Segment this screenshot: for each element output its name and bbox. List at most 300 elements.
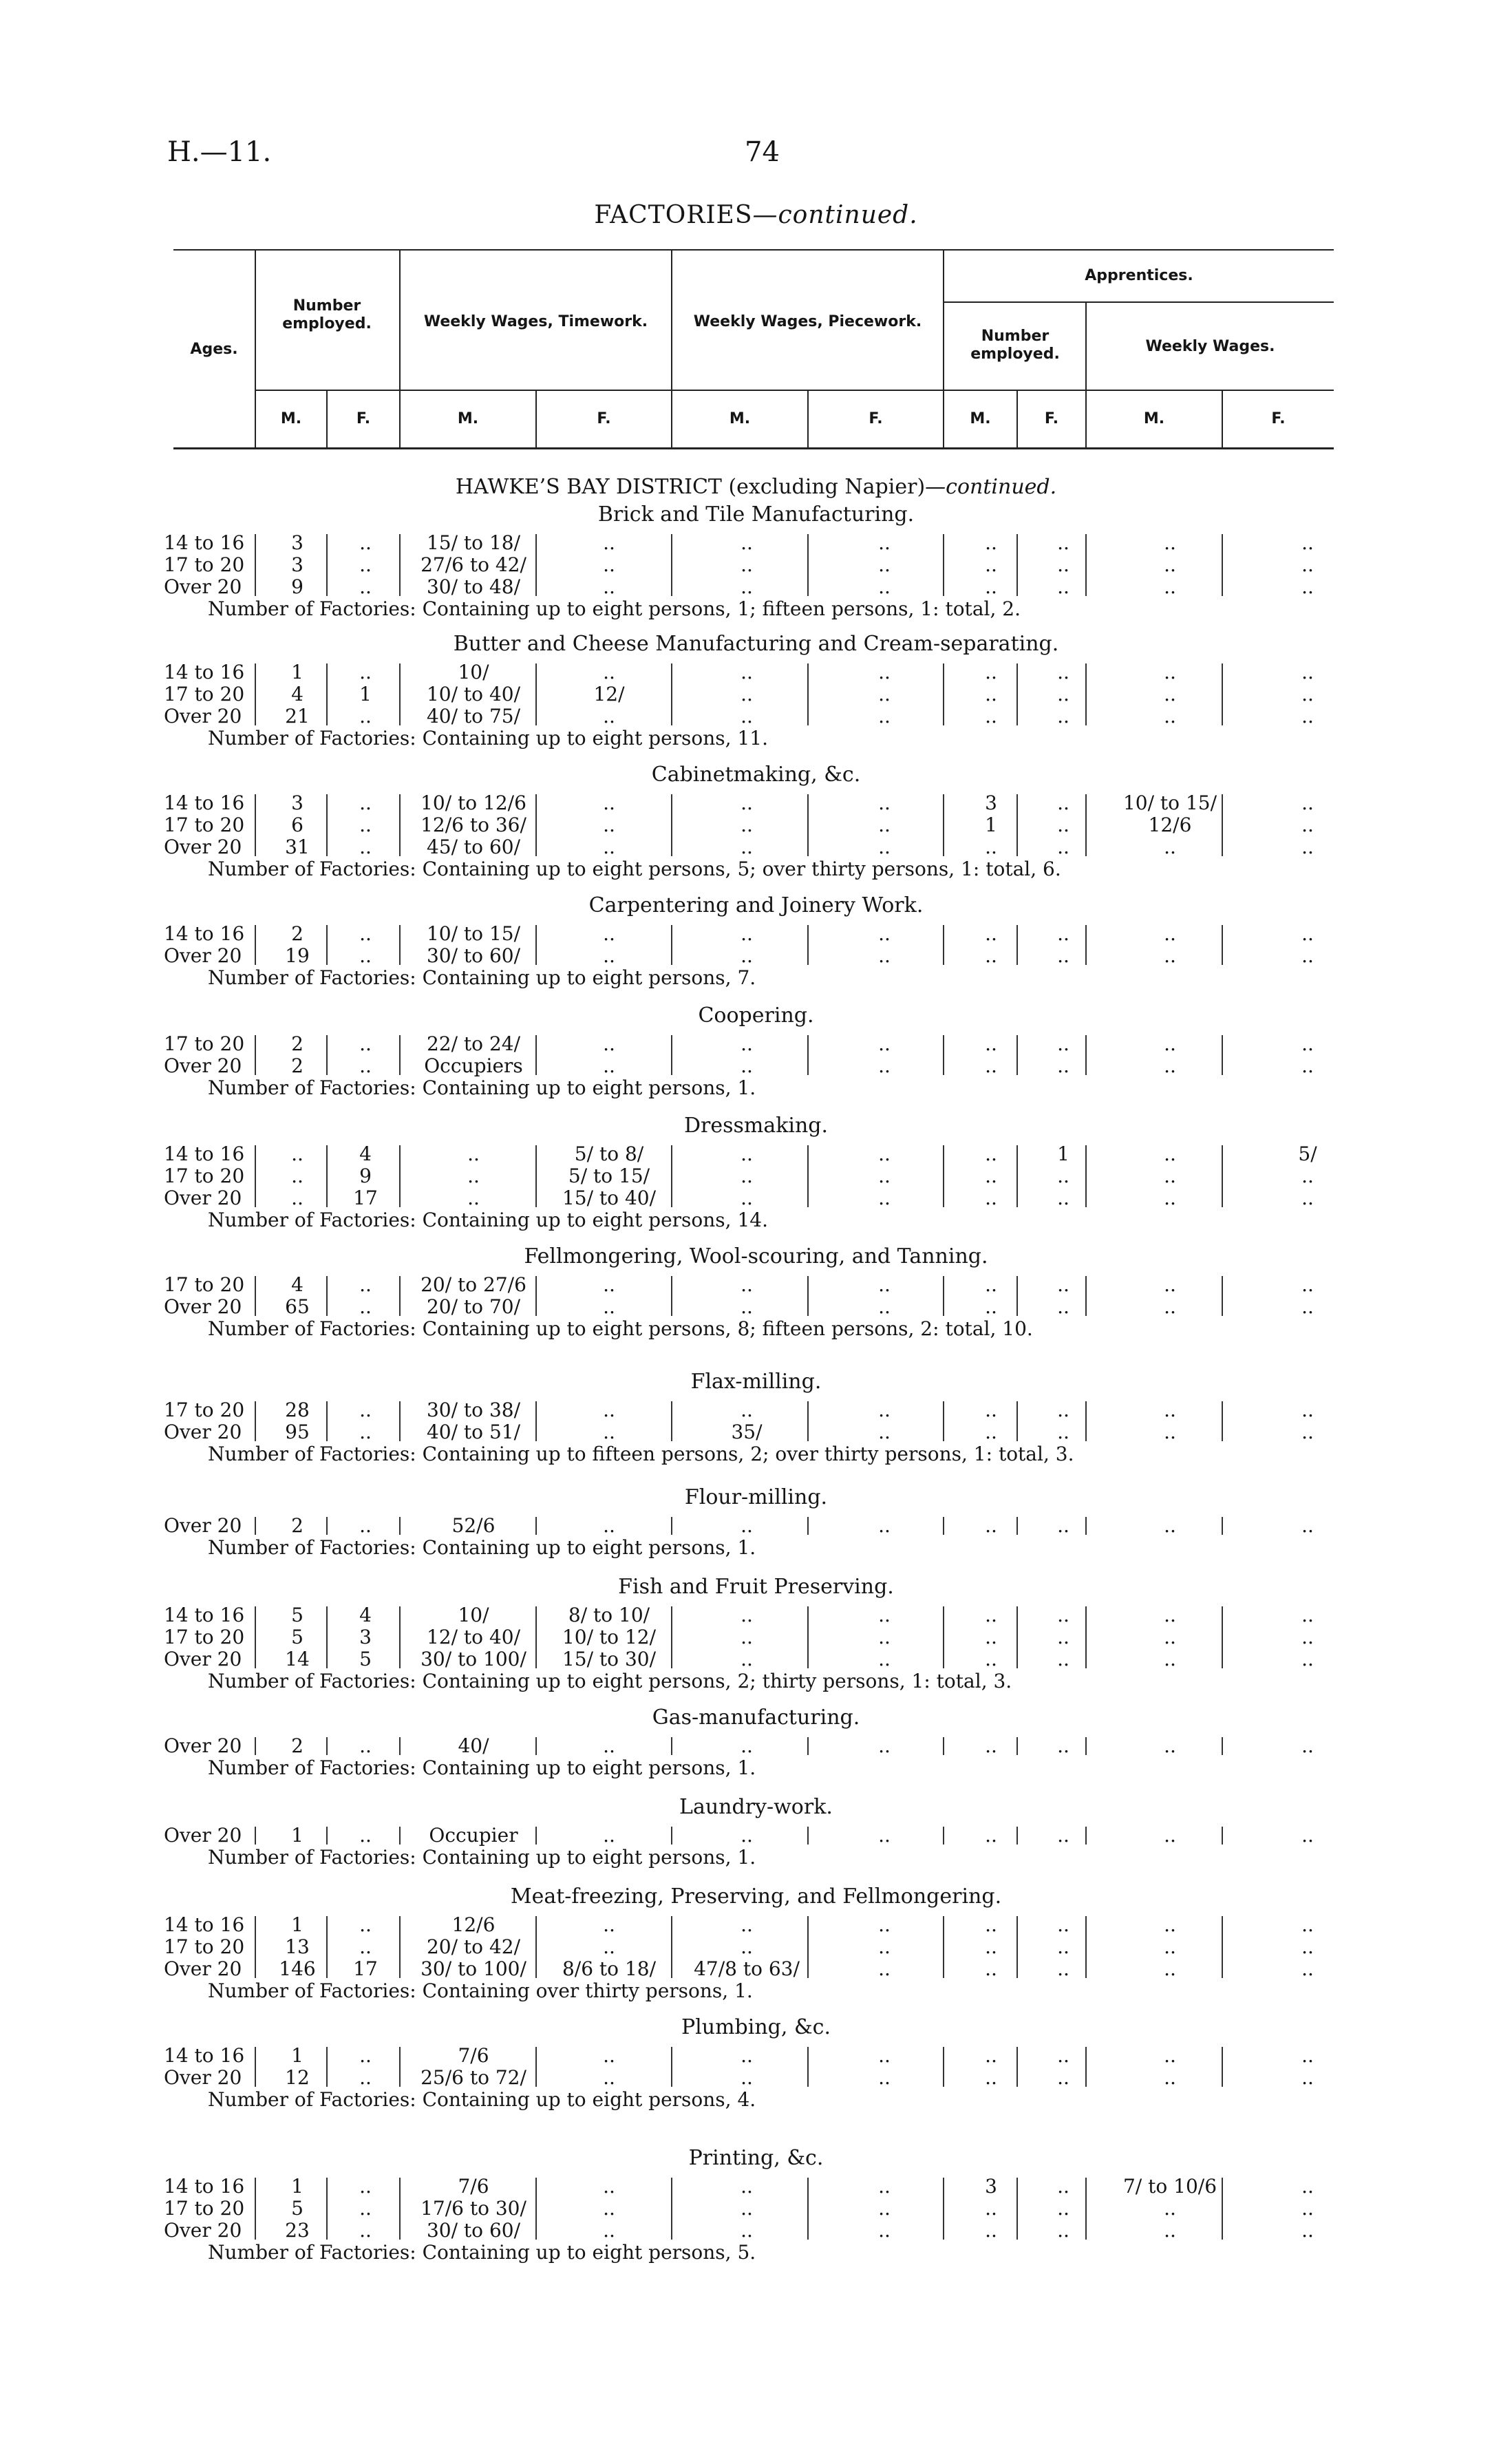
table-cell: ..: [1057, 2044, 1069, 2067]
factories-count-note: Number of Factories: Containing up to eight persons, 1.: [208, 1846, 756, 1869]
table-cell: ..: [603, 705, 615, 727]
table-cell: ..: [359, 922, 372, 945]
table-cell: 10/: [458, 661, 489, 683]
table-cell: ..: [359, 836, 372, 858]
table-cell: Occupier: [429, 1824, 518, 1847]
table-cell: ..: [1164, 2044, 1176, 2067]
table-cell: ..: [1057, 531, 1069, 554]
table-cell: ..: [1301, 791, 1314, 814]
table-cell: 30/ to 100/: [420, 1957, 526, 1980]
table-cell: ..: [359, 2197, 372, 2220]
table-cell: ..: [878, 2066, 891, 2089]
industry-title: Printing, &c.: [688, 2146, 824, 2170]
table-cell: 3: [291, 791, 304, 814]
table-cell: 15/ to 18/: [426, 531, 521, 554]
table-cell: ..: [1057, 1399, 1069, 1421]
table-cell: ..: [741, 1143, 753, 1165]
table-cell: ..: [741, 575, 753, 598]
table-cell: ..: [1057, 1604, 1069, 1626]
table-cell: ..: [1301, 1054, 1314, 1077]
page-number: 74: [745, 136, 780, 168]
table-cell: ..: [1301, 2219, 1314, 2242]
table-cell: 30/ to 100/: [420, 1648, 526, 1670]
table-cell: 7/6: [458, 2175, 489, 2198]
table-cell: ..: [741, 1054, 753, 1077]
table-cell: ..: [1057, 1032, 1069, 1055]
table-cell: ..: [878, 1626, 891, 1648]
header-m: M.: [729, 410, 751, 427]
table-cell: ..: [985, 1295, 997, 1318]
table-cell: ..: [1164, 553, 1176, 576]
table-cell: ..: [1301, 1824, 1314, 1847]
table-cell: ..: [1057, 553, 1069, 576]
table-cell: ..: [985, 683, 997, 705]
table-cell: 3: [985, 2175, 997, 2198]
table-cell: ..: [603, 922, 615, 945]
age-cell: Over 20: [164, 2219, 242, 2242]
table-cell: ..: [1164, 1913, 1176, 1936]
table-cell: ..: [1057, 2066, 1069, 2089]
table-cell: ..: [878, 1399, 891, 1421]
page-reference: H.—11.: [167, 136, 272, 168]
factories-count-note: Number of Factories: Containing up to eight persons, 14.: [208, 1209, 769, 1231]
table-cell: 35/: [731, 1421, 763, 1443]
table-row: [0, 1187, 1512, 1210]
table-cell: 47/8 to 63/: [694, 1957, 800, 1980]
table-cell: ..: [1057, 1295, 1069, 1318]
table-cell: ..: [1301, 705, 1314, 727]
table-cell: ..: [1301, 922, 1314, 945]
table-cell: 30/ to 48/: [426, 575, 521, 598]
age-cell: 14 to 16: [164, 1913, 245, 1936]
table-cell: 20/ to 27/6: [420, 1273, 526, 1296]
age-cell: Over 20: [164, 1957, 242, 1980]
table-cell: ..: [878, 1421, 891, 1443]
table-cell: ..: [985, 1935, 997, 1958]
header-m: M.: [280, 410, 302, 427]
table-cell: ..: [1301, 2044, 1314, 2067]
table-cell: ..: [985, 1187, 997, 1209]
table-row: [0, 1054, 1512, 1078]
table-cell: ..: [878, 1604, 891, 1626]
industry-title: Flax-milling.: [690, 1370, 822, 1394]
factories-count-note: Number of Factories: Containing over thirty persons, 1.: [208, 1979, 753, 2002]
age-cell: 17 to 20: [164, 1626, 245, 1648]
table-cell: ..: [603, 661, 615, 683]
table-cell: ..: [878, 922, 891, 945]
table-cell: ..: [985, 2066, 997, 2089]
table-cell: ..: [1057, 1054, 1069, 1077]
table-cell: ..: [878, 553, 891, 576]
table-cell: 2: [291, 1054, 304, 1077]
table-cell: ..: [1057, 683, 1069, 705]
table-cell: 12/6 to 36/: [420, 814, 526, 836]
table-cell: 4: [359, 1143, 372, 1165]
age-cell: 14 to 16: [164, 661, 245, 683]
table-cell: ..: [1301, 1514, 1314, 1537]
table-cell: ..: [878, 1734, 891, 1757]
table-row: [0, 1295, 1512, 1319]
table-cell: ..: [1164, 1421, 1176, 1443]
table-row: [0, 1604, 1512, 1627]
table-cell: ..: [741, 1295, 753, 1318]
table-cell: ..: [1164, 836, 1176, 858]
age-cell: Over 20: [164, 1187, 242, 1209]
table-cell: ..: [1164, 1935, 1176, 1958]
table-cell: 1: [291, 1824, 304, 1847]
table-cell: ..: [1164, 1273, 1176, 1296]
table-cell: ..: [741, 1273, 753, 1296]
factories-count-note: Number of Factories: Containing up to eight persons, 8; fifteen persons, 2: total, 10.: [208, 1317, 1033, 1340]
table-cell: ..: [1301, 1734, 1314, 1757]
table-cell: ..: [1057, 1626, 1069, 1648]
table-cell: ..: [741, 531, 753, 554]
age-cell: 14 to 16: [164, 1143, 245, 1165]
table-cell: ..: [985, 2219, 997, 2242]
table-cell: ..: [985, 1032, 997, 1055]
table-cell: ..: [603, 575, 615, 598]
header-f: F.: [1271, 410, 1286, 427]
table-cell: ..: [603, 944, 615, 967]
table-cell: ..: [1164, 2197, 1176, 2220]
age-cell: 17 to 20: [164, 1165, 245, 1187]
table-cell: ..: [1301, 1935, 1314, 1958]
table-cell: 10/: [458, 1604, 489, 1626]
header-f: F.: [869, 410, 883, 427]
age-cell: 17 to 20: [164, 553, 245, 576]
table-cell: ..: [603, 791, 615, 814]
table-cell: 1: [291, 2175, 304, 2198]
table-cell: ..: [741, 683, 753, 705]
table-cell: ..: [878, 1032, 891, 1055]
table-cell: ..: [603, 814, 615, 836]
table-cell: ..: [1057, 705, 1069, 727]
age-cell: 17 to 20: [164, 1399, 245, 1421]
table-cell: ..: [359, 2044, 372, 2067]
table-cell: 5: [359, 1648, 372, 1670]
table-cell: ..: [741, 2197, 753, 2220]
table-cell: ..: [603, 1032, 615, 1055]
table-cell: ..: [359, 705, 372, 727]
table-cell: ..: [1057, 2197, 1069, 2220]
table-row: [0, 1626, 1512, 1649]
table-cell: ..: [291, 1165, 304, 1187]
table-cell: ..: [359, 1421, 372, 1443]
table-cell: ..: [1164, 683, 1176, 705]
header-f: F.: [597, 410, 611, 427]
age-cell: 17 to 20: [164, 2197, 245, 2220]
district-suffix: —continued.: [925, 475, 1057, 499]
table-cell: ..: [1164, 922, 1176, 945]
table-cell: ..: [985, 553, 997, 576]
table-cell: 5/: [1298, 1143, 1317, 1165]
table-cell: ..: [1057, 1957, 1069, 1980]
table-cell: ..: [741, 1187, 753, 1209]
table-row: [0, 922, 1512, 946]
table-cell: ..: [878, 1648, 891, 1670]
header-apprentices-wages: Weekly Wages.: [1145, 338, 1275, 355]
table-cell: ..: [1164, 2066, 1176, 2089]
age-cell: 14 to 16: [164, 2044, 245, 2067]
industry-title: Meat-freezing, Preserving, and Fellmongering.: [510, 1884, 1002, 1909]
table-cell: ..: [1301, 1626, 1314, 1648]
table-row: [0, 1273, 1512, 1297]
header-ages: Ages.: [190, 341, 238, 358]
table-cell: ..: [1301, 1165, 1314, 1187]
age-cell: 14 to 16: [164, 531, 245, 554]
table-cell: ..: [985, 1824, 997, 1847]
table-cell: ..: [359, 2175, 372, 2198]
age-cell: Over 20: [164, 944, 242, 967]
table-cell: ..: [741, 1913, 753, 1936]
table-cell: ..: [359, 2066, 372, 2089]
header-apprentices: Apprentices.: [1085, 267, 1193, 284]
table-cell: 65: [285, 1295, 310, 1318]
table-cell: ..: [359, 1032, 372, 1055]
table-cell: ..: [1057, 1514, 1069, 1537]
table-cell: ..: [1164, 1824, 1176, 1847]
table-cell: 95: [285, 1421, 310, 1443]
table-cell: ..: [1301, 2066, 1314, 2089]
table-cell: ..: [1301, 814, 1314, 836]
table-row: [0, 531, 1512, 555]
industry-title: Coopering.: [698, 1003, 814, 1028]
table-cell: ..: [603, 553, 615, 576]
table-cell: ..: [741, 553, 753, 576]
header-number-employed: Number employed.: [282, 297, 372, 332]
industry-title: Brick and Tile Manufacturing.: [597, 502, 915, 527]
table-cell: ..: [603, 1421, 615, 1443]
table-cell: 15/ to 30/: [562, 1648, 657, 1670]
table-cell: 15/ to 40/: [562, 1187, 657, 1209]
table-cell: ..: [741, 1824, 753, 1847]
table-cell: ..: [878, 1165, 891, 1187]
table-row: [0, 1514, 1512, 1538]
table-row: [0, 836, 1512, 859]
table-cell: ..: [1164, 1957, 1176, 1980]
header-wages-timework: Weekly Wages, Timework.: [423, 313, 648, 330]
table-cell: ..: [1057, 1935, 1069, 1958]
table-cell: ..: [1301, 531, 1314, 554]
table-cell: ..: [1301, 1399, 1314, 1421]
table-cell: ..: [359, 944, 372, 967]
table-row: [0, 2197, 1512, 2220]
table-cell: ..: [1057, 1273, 1069, 1296]
table-row: [0, 705, 1512, 728]
table-cell: ..: [741, 2219, 753, 2242]
table-row: [0, 1957, 1512, 1981]
table-cell: 10/ to 12/6: [420, 791, 526, 814]
factories-count-note: Number of Factories: Containing up to eight persons, 1; fifteen persons, 1: total, 2.: [208, 597, 1021, 620]
header-m: M.: [457, 410, 479, 427]
table-cell: ..: [985, 1165, 997, 1187]
table-cell: ..: [291, 1143, 304, 1165]
table-cell: 10/ to 15/: [1122, 791, 1217, 814]
table-cell: 30/ to 38/: [426, 1399, 521, 1421]
table-row: [0, 1913, 1512, 1937]
age-cell: 17 to 20: [164, 1935, 245, 1958]
table-cell: ..: [741, 2044, 753, 2067]
table-cell: 8/ to 10/: [568, 1604, 650, 1626]
table-row: [0, 1935, 1512, 1959]
table-cell: ..: [878, 814, 891, 836]
table-cell: ..: [985, 1734, 997, 1757]
table-row: [0, 553, 1512, 577]
table-cell: ..: [878, 2044, 891, 2067]
table-cell: ..: [1057, 814, 1069, 836]
table-cell: ..: [878, 1824, 891, 1847]
table-cell: 13: [285, 1935, 310, 1958]
table-cell: 4: [291, 1273, 304, 1296]
table-cell: ..: [985, 1648, 997, 1670]
table-row: [0, 683, 1512, 706]
table-cell: ..: [1301, 944, 1314, 967]
table-cell: ..: [603, 2044, 615, 2067]
table-cell: ..: [359, 553, 372, 576]
table-cell: 12/6: [451, 1913, 496, 1936]
table-row: [0, 1421, 1512, 1444]
table-cell: ..: [1164, 1165, 1176, 1187]
table-cell: ..: [878, 705, 891, 727]
table-cell: ..: [1164, 1032, 1176, 1055]
table-cell: ..: [878, 1273, 891, 1296]
table-cell: ..: [1164, 1143, 1176, 1165]
age-cell: Over 20: [164, 1295, 242, 1318]
table-cell: 40/: [458, 1734, 489, 1757]
table-cell: ..: [985, 836, 997, 858]
table-header: [0, 0, 1512, 468]
table-cell: ..: [878, 1935, 891, 1958]
table-cell: ..: [985, 661, 997, 683]
table-cell: ..: [359, 1399, 372, 1421]
table-cell: 146: [279, 1957, 316, 1980]
table-cell: ..: [1301, 2197, 1314, 2220]
table-cell: ..: [291, 1187, 304, 1209]
table-cell: 20/ to 42/: [426, 1935, 521, 1958]
table-cell: ..: [1301, 1032, 1314, 1055]
table-cell: ..: [878, 1054, 891, 1077]
table-cell: ..: [741, 836, 753, 858]
table-cell: ..: [741, 944, 753, 967]
factories-count-note: Number of Factories: Containing up to eight persons, 5.: [208, 2241, 756, 2264]
table-cell: ..: [1057, 1165, 1069, 1187]
page-title-main: FACTORIES: [594, 201, 753, 229]
table-cell: ..: [985, 1913, 997, 1936]
age-cell: 14 to 16: [164, 1604, 245, 1626]
factories-count-note: Number of Factories: Containing up to eight persons, 7.: [208, 966, 756, 989]
table-cell: 40/ to 51/: [426, 1421, 521, 1443]
age-cell: Over 20: [164, 1054, 242, 1077]
age-cell: Over 20: [164, 1648, 242, 1670]
factories-count-note: Number of Factories: Containing up to eight persons, 1.: [208, 1536, 756, 1559]
table-cell: 3: [985, 791, 997, 814]
table-cell: ..: [603, 836, 615, 858]
industry-title: Butter and Cheese Manufacturing and Cream-separating.: [453, 632, 1059, 656]
table-cell: ..: [741, 922, 753, 945]
table-cell: 25/6 to 72/: [420, 2066, 526, 2089]
table-cell: 5: [291, 1604, 304, 1626]
district-name: HAWKE’S BAY DISTRICT (excluding Napier): [455, 475, 926, 499]
table-cell: ..: [359, 814, 372, 836]
header-f: F.: [356, 410, 371, 427]
table-cell: ..: [1164, 1648, 1176, 1670]
age-cell: 17 to 20: [164, 683, 245, 705]
table-cell: ..: [359, 1054, 372, 1077]
table-cell: ..: [741, 1514, 753, 1537]
industry-title: Carpentering and Joinery Work.: [588, 893, 924, 917]
table-cell: 19: [285, 944, 310, 967]
table-cell: 12/6: [1148, 814, 1192, 836]
table-cell: 17: [353, 1187, 378, 1209]
table-cell: ..: [359, 1273, 372, 1296]
table-cell: 12/: [593, 683, 625, 705]
table-cell: 3: [291, 553, 304, 576]
table-cell: ..: [878, 1514, 891, 1537]
table-cell: ..: [878, 836, 891, 858]
table-row: [0, 2044, 1512, 2068]
table-cell: ..: [603, 1824, 615, 1847]
table-cell: ..: [985, 1421, 997, 1443]
table-row: [0, 1734, 1512, 1758]
industry-title: Fish and Fruit Preserving.: [618, 1575, 894, 1599]
table-cell: ..: [1164, 2219, 1176, 2242]
table-cell: ..: [1301, 1187, 1314, 1209]
table-cell: ..: [603, 1295, 615, 1318]
table-cell: 5: [291, 2197, 304, 2220]
table-cell: ..: [603, 1935, 615, 1958]
table-cell: ..: [741, 791, 753, 814]
table-cell: ..: [1057, 1824, 1069, 1847]
table-row: [0, 2066, 1512, 2090]
table-cell: ..: [1164, 944, 1176, 967]
table-cell: ..: [1164, 531, 1176, 554]
table-cell: 45/ to 60/: [426, 836, 521, 858]
table-cell: 1: [291, 661, 304, 683]
table-row: [0, 1143, 1512, 1166]
table-cell: ..: [741, 1935, 753, 1958]
table-cell: ..: [1057, 1187, 1069, 1209]
table-cell: ..: [603, 1514, 615, 1537]
table-cell: ..: [878, 661, 891, 683]
table-cell: 4: [291, 683, 304, 705]
table-cell: ..: [603, 1913, 615, 1936]
table-cell: 31: [285, 836, 310, 858]
factories-count-note: Number of Factories: Containing up to eight persons, 2; thirty persons, 1: total, 3.: [208, 1670, 1012, 1692]
table-cell: ..: [741, 1604, 753, 1626]
table-cell: ..: [603, 1734, 615, 1757]
table-cell: 23: [285, 2219, 310, 2242]
header-m: M.: [1143, 410, 1165, 427]
header-apprentices-number: Number employed.: [970, 328, 1060, 363]
table-cell: ..: [603, 2197, 615, 2220]
industry-title: Fellmongering, Wool-scouring, and Tanning.: [524, 1244, 988, 1268]
table-cell: ..: [1057, 1421, 1069, 1443]
age-cell: Over 20: [164, 1514, 242, 1537]
table-cell: ..: [1057, 575, 1069, 598]
table-cell: ..: [1301, 1295, 1314, 1318]
table-cell: ..: [603, 2175, 615, 2198]
table-cell: ..: [878, 531, 891, 554]
table-cell: ..: [359, 1935, 372, 1958]
table-cell: ..: [741, 705, 753, 727]
table-cell: 14: [285, 1648, 310, 1670]
table-cell: 2: [291, 1734, 304, 1757]
table-cell: ..: [878, 1957, 891, 1980]
table-cell: ..: [467, 1165, 480, 1187]
table-cell: ..: [467, 1187, 480, 1209]
table-cell: ..: [603, 1399, 615, 1421]
table-cell: ..: [603, 531, 615, 554]
